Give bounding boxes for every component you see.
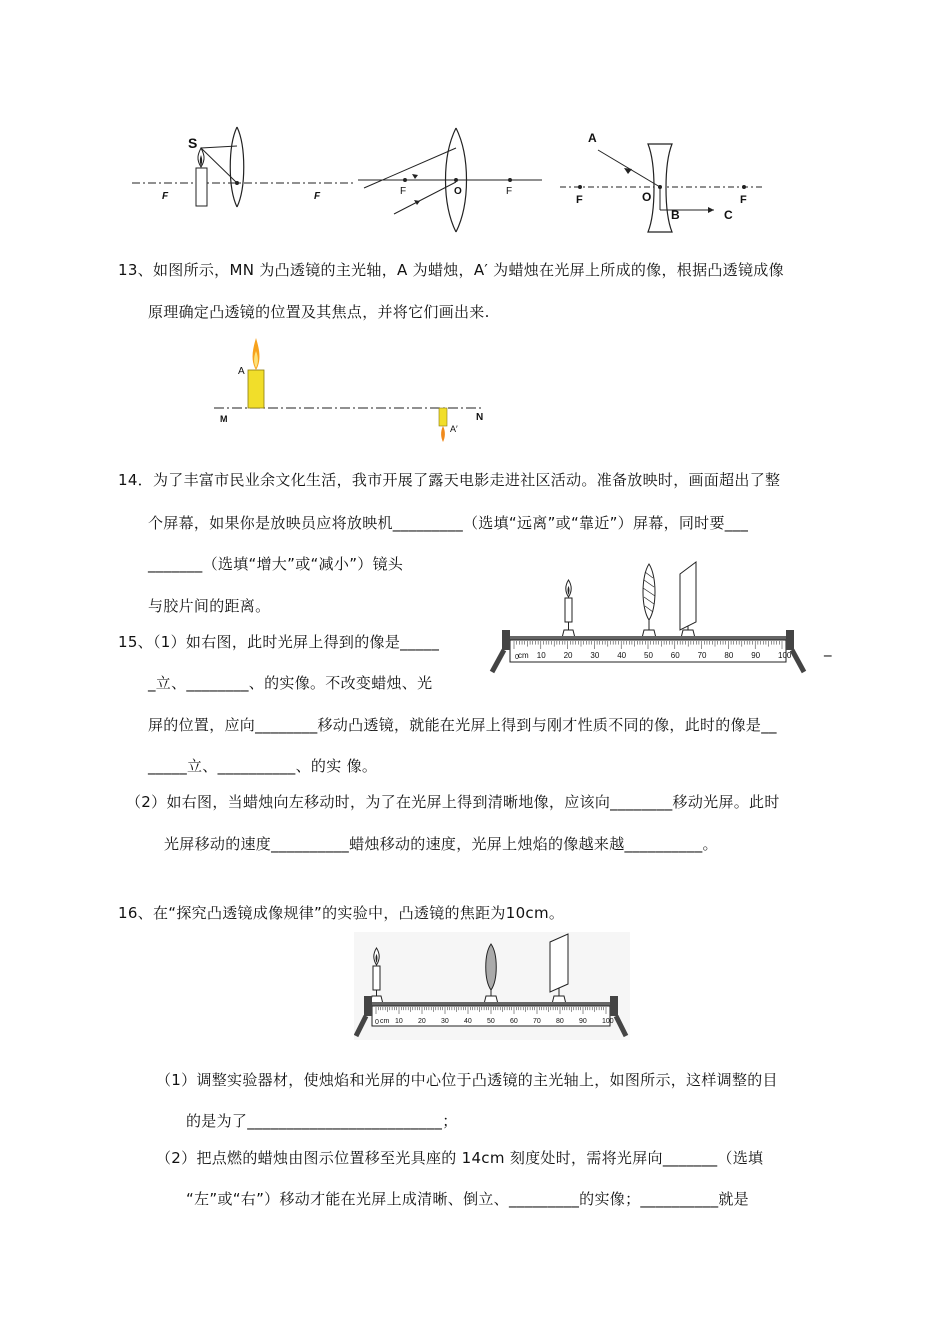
q15-trailing-dash: _ xyxy=(824,639,832,657)
q15-line-4: _____立、__________、的实 像。 xyxy=(148,757,378,775)
q15-optical-bench xyxy=(488,560,808,676)
q16-part1-line-2: 的是为了_________________________； xyxy=(186,1112,458,1130)
fig12-left-f1: F xyxy=(162,191,169,202)
q16-ruler-tick-label: 80 xyxy=(556,1018,564,1025)
q16-ruler-tick-label: 50 xyxy=(487,1018,495,1025)
q15-line-3: 屏的位置，应向________移动凸透镜，就能在光屏上得到与刚才性质不同的像，此时的像是__ xyxy=(148,716,777,734)
q12-figure-middle xyxy=(358,126,544,234)
fig13-a-prime: A′ xyxy=(450,424,458,434)
q16-ruler-tick-label: 100 xyxy=(602,1018,614,1025)
q16-ruler-tick-label: 40 xyxy=(464,1018,472,1025)
q16-ruler-tick-label: 90 xyxy=(579,1018,587,1025)
fig12-right-b: B xyxy=(671,208,680,222)
q16-ruler-tick-label: 70 xyxy=(533,1018,541,1025)
fig12-left-f2: F xyxy=(314,191,321,202)
fig12-right-a: A xyxy=(588,131,597,145)
q16-ruler-tick-label: 20 xyxy=(418,1018,426,1025)
q15-ruler-tick-label: 60 xyxy=(670,651,680,660)
q15-ruler-tick-label: 80 xyxy=(724,651,734,660)
q15-line-6: 光屏移动的速度__________蜡烛移动的速度，光屏上烛焰的像越来越__________。 xyxy=(164,835,718,853)
q15-ruler-tick-label: 90 xyxy=(751,651,761,660)
q15-line-5: （2）如右图，当蜡烛向左移动时，为了在光屏上得到清晰地像，应该向________移动光屏。此时 xyxy=(126,793,780,811)
q13-line-2: 原理确定凸透镜的位置及其焦点，并将它们画出来. xyxy=(148,303,490,321)
q14-line-4: 与胶片间的距离。 xyxy=(148,597,271,615)
q14-line-1: 14．为了丰富市民业余文化生活，我市开展了露天电影走进社区活动。准备放映时，画面超出了整 xyxy=(118,471,781,489)
fig12-right-f2: F xyxy=(740,194,747,206)
q16-ruler-tick-label: cm xyxy=(380,1018,390,1025)
q14-line-3: _______（选填“增大”或“减小”）镜头 xyxy=(148,555,404,573)
q16-part1-line-1: （1）调整实验器材，使烛焰和光屏的中心位于凸透镜的主光轴上，如图所示，这样调整的目 xyxy=(156,1071,778,1089)
fig12-mid-f: F xyxy=(400,186,407,197)
q16-part2-line-1: （2）把点燃的蜡烛由图示位置移至光具座的 14cm 刻度处时，需将光屏向_______（选填 xyxy=(156,1149,764,1167)
fig13-m: M xyxy=(220,414,228,424)
fig12-right-f1: F xyxy=(576,194,583,206)
q15-ruler-tick-label: 100 xyxy=(778,651,792,660)
q15-ruler-tick-label: 70 xyxy=(697,651,707,660)
q16-optical-bench xyxy=(354,932,630,1040)
q15-line-2: _立、________、的实像。不改变蜡烛、光 xyxy=(148,674,433,692)
fig12-mid-f2: F xyxy=(506,186,513,197)
q16-part2-line-2: “左”或“右”）移动才能在光屏上成清晰、倒立、_________的实像；__________就是 xyxy=(186,1190,749,1208)
q12-figure-right xyxy=(558,124,766,234)
q15-ruler-tick-label: 30 xyxy=(590,651,600,660)
q15-ruler-origin: 0 xyxy=(515,654,519,661)
q15-ruler-tick-label: cm xyxy=(518,651,529,660)
q13-line-1: 13、如图所示，MN 为凸透镜的主光轴，A 为蜡烛，A′ 为蜡烛在光屏上所成的像，根据凸透镜成像 xyxy=(118,261,784,279)
q12-figure-left xyxy=(128,126,358,208)
q16-ruler-tick-label: 10 xyxy=(395,1018,403,1025)
fig12-right-o: O xyxy=(642,190,652,204)
fig13-a: A xyxy=(238,366,245,377)
q15-ruler-tick-label: 10 xyxy=(536,651,546,660)
q16-ruler-origin: 0 xyxy=(375,1019,379,1026)
fig12-right-c: C xyxy=(724,208,733,222)
q15-ruler-tick-label: 20 xyxy=(563,651,573,660)
q14-line-2: 个屏幕，如果你是放映员应将放映机_________（选填“远离”或“靠近”）屏幕，同时要___ xyxy=(148,514,749,532)
q15-ruler-tick-label: 40 xyxy=(617,651,627,660)
q16-ruler-tick-label: 30 xyxy=(441,1018,449,1025)
q16-ruler-tick-label: 60 xyxy=(510,1018,518,1025)
q13-figure xyxy=(212,334,492,446)
fig12-left-s: S xyxy=(188,135,198,151)
q16-line-1: 16、在“探究凸透镜成像规律”的实验中，凸透镜的焦距为10cm。 xyxy=(118,904,565,922)
fig13-n: N xyxy=(476,412,484,423)
fig12-mid-o: O xyxy=(454,186,462,197)
q15-line-1: 15、（1）如右图，此时光屏上得到的像是_____ xyxy=(118,633,440,651)
q15-ruler-tick-label: 50 xyxy=(644,651,653,660)
